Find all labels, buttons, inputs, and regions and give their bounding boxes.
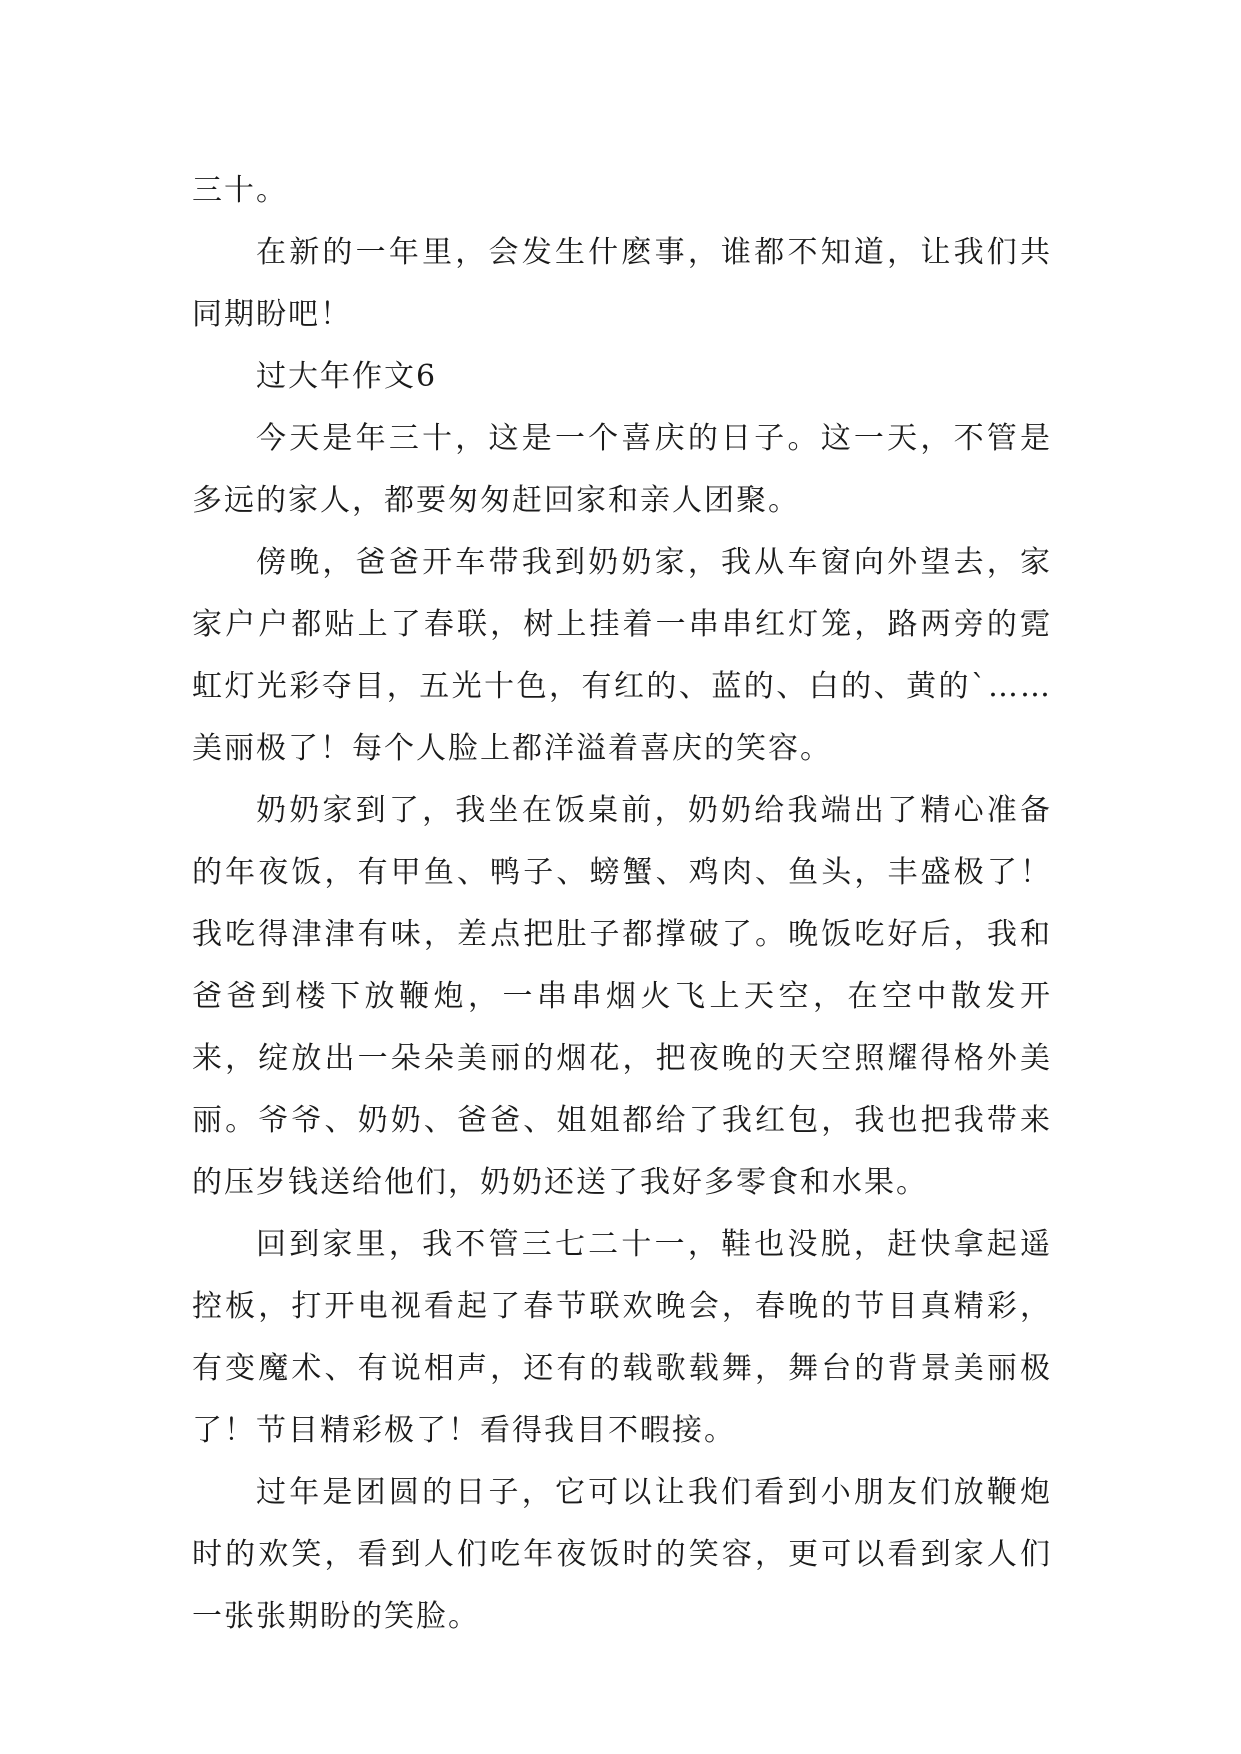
paragraph: 过年是团圆的日子，它可以让我们看到小朋友们放鞭炮时的欢笑，看到人们吃年夜饭时的笑容，更可以看到家人们一张张期盼的笑脸。 [192, 1475, 1052, 1634]
essay-body [192, 160, 1052, 1648]
paragraph: 傍晚，爸爸开车带我到奶奶家，我从车窗向外望去，家家户户都贴上了春联，树上挂着一串串红灯笼，路两旁的霓虹灯光彩夺目，五光十色，有红的、蓝的、白的、黄的`……美丽极了！每个人脸上都洋溢着喜庆的笑容。 [192, 545, 1052, 766]
paragraph: 奶奶家到了，我坐在饭桌前，奶奶给我端出了精心准备的年夜饭，有甲鱼、鸭子、螃蟹、鸡肉、鱼头，丰盛极了！我吃得津津有味，差点把肚子都撑破了。晚饭吃好后，我和爸爸到楼下放鞭炮，一串串烟火飞上天空，在空中散发开来，绽放出一朵朵美丽的烟花，把夜晚的天空照耀得格外美丽。爷爷、奶奶、爸爸、姐姐都给了我红包，我也把我带来的压岁钱送给他们，奶奶还送了我好多零食和水果。 [192, 793, 1052, 1200]
paragraph: 在新的一年里，会发生什麽事，谁都不知道，让我们共同期盼吧！ [192, 235, 1052, 332]
paragraph: 今天是年三十，这是一个喜庆的日子。这一天，不管是多远的家人，都要匆匆赶回家和亲人团聚。 [192, 421, 1052, 518]
paragraph-continuation: 三十。 [192, 173, 288, 208]
essay-title: 过大年作文6 [256, 359, 438, 394]
paragraph: 回到家里，我不管三七二十一，鞋也没脱，赶快拿起遥控板，打开电视看起了春节联欢晚会，春晚的节目真精彩，有变魔术、有说相声，还有的载歌载舞，舞台的背景美丽极了！节目精彩极了！看得我目不暇接。 [192, 1227, 1052, 1448]
